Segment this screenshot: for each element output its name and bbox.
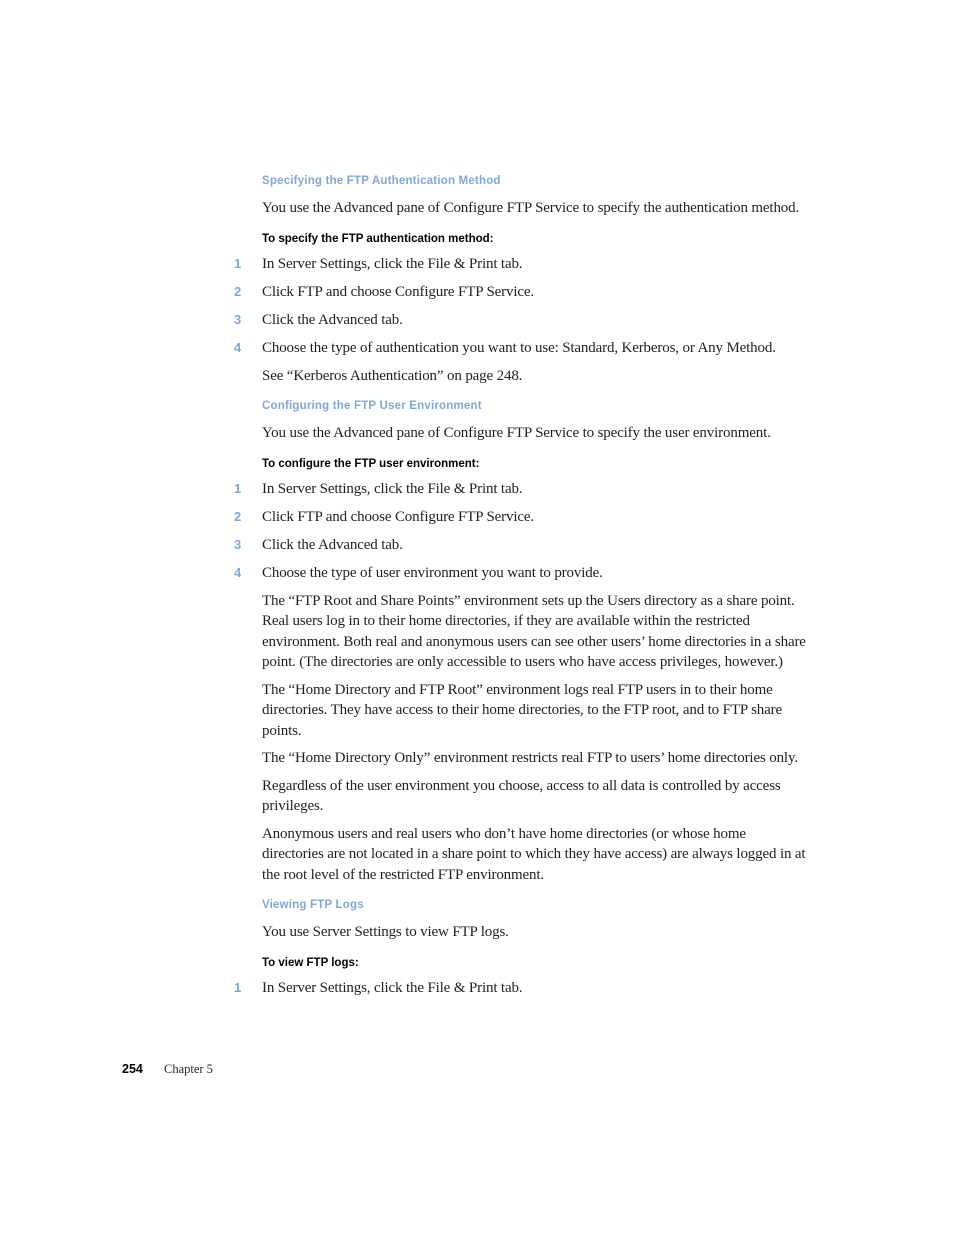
- section-viewing-logs: [234, 897, 807, 998]
- section-intro: You use the Advanced pane of Configure FTP Service to specify the authentication method.: [262, 200, 800, 216]
- step-number: 3: [234, 311, 242, 327]
- step: [234, 535, 807, 556]
- section-authentication-method: [234, 173, 807, 386]
- section-user-environment: [234, 398, 807, 885]
- page-number: 254: [122, 1062, 143, 1076]
- step-text: Choose the type of authentication you want to use: Standard, Kerberos, or Any Method.: [262, 339, 776, 356]
- task-heading: To view FTP logs:: [262, 956, 359, 969]
- step-text: Click the Advanced tab.: [262, 311, 403, 328]
- page-content: [234, 173, 807, 1006]
- step-text: In Server Settings, click the File & Print tab.: [262, 480, 523, 497]
- step-number: 2: [234, 508, 242, 524]
- task-heading: To specify the FTP authentication method:: [262, 232, 494, 245]
- step-text: Click FTP and choose Configure FTP Service.: [262, 508, 534, 525]
- section-intro: You use the Advanced pane of Configure FTP Service to specify the user environment.: [262, 425, 771, 441]
- step-note: The “Home Directory Only” environment restricts real FTP to users’ home directories only.: [262, 750, 798, 766]
- step-note: See “Kerberos Authentication” on page 248.: [262, 367, 523, 384]
- section-heading: Specifying the FTP Authentication Method: [262, 175, 501, 187]
- chapter-label: Chapter 5: [163, 1062, 213, 1076]
- step-text: In Server Settings, click the File & Print tab.: [262, 979, 523, 996]
- step-number: 2: [234, 283, 242, 299]
- section-heading: Viewing FTP Logs: [262, 899, 364, 911]
- step: [234, 507, 807, 528]
- step-text: Click the Advanced tab.: [262, 536, 403, 553]
- step-text: Choose the type of user environment you want to provide.: [262, 564, 603, 581]
- step-note: Regardless of the user environment you choose, access to all data is controlled by access privileges.: [262, 777, 781, 814]
- step-number: 4: [234, 339, 242, 355]
- step: [234, 479, 807, 500]
- step-note: The “FTP Root and Share Points” environment sets up the Users directory as a share point. Real users log in to their home directories, if they are available within the restricted environment. Both real and anonymous users can see other users’ home directories in a share point. (The directories are only accessible to users who have access privileges, however.): [262, 592, 806, 670]
- step: [234, 254, 807, 275]
- step: [234, 282, 807, 303]
- step: [234, 978, 807, 999]
- step-number: 1: [234, 255, 242, 271]
- step-text: Click FTP and choose Configure FTP Service.: [262, 283, 534, 300]
- section-heading: Configuring the FTP User Environment: [262, 400, 482, 412]
- step-note: The “Home Directory and FTP Root” environment logs real FTP users in to their home directories. They have access to their home directories, to the FTP root, and to FTP share points.: [262, 681, 782, 739]
- section-intro: You use Server Settings to view FTP logs.: [262, 924, 509, 940]
- step-note: Anonymous users and real users who don’t have home directories (or whose home directories are not located in a share point to which they have access) are always logged in at the root level of the restricted FTP environment.: [262, 825, 806, 883]
- step-number: 4: [234, 564, 242, 580]
- step: [234, 563, 807, 584]
- page-footer: [122, 1062, 213, 1077]
- step: [234, 338, 807, 359]
- task-heading: To configure the FTP user environment:: [262, 457, 480, 470]
- step-number: 3: [234, 536, 242, 552]
- step: [234, 310, 807, 331]
- step-number: 1: [234, 979, 242, 995]
- step-number: 1: [234, 480, 242, 496]
- step-text: In Server Settings, click the File & Print tab.: [262, 255, 523, 272]
